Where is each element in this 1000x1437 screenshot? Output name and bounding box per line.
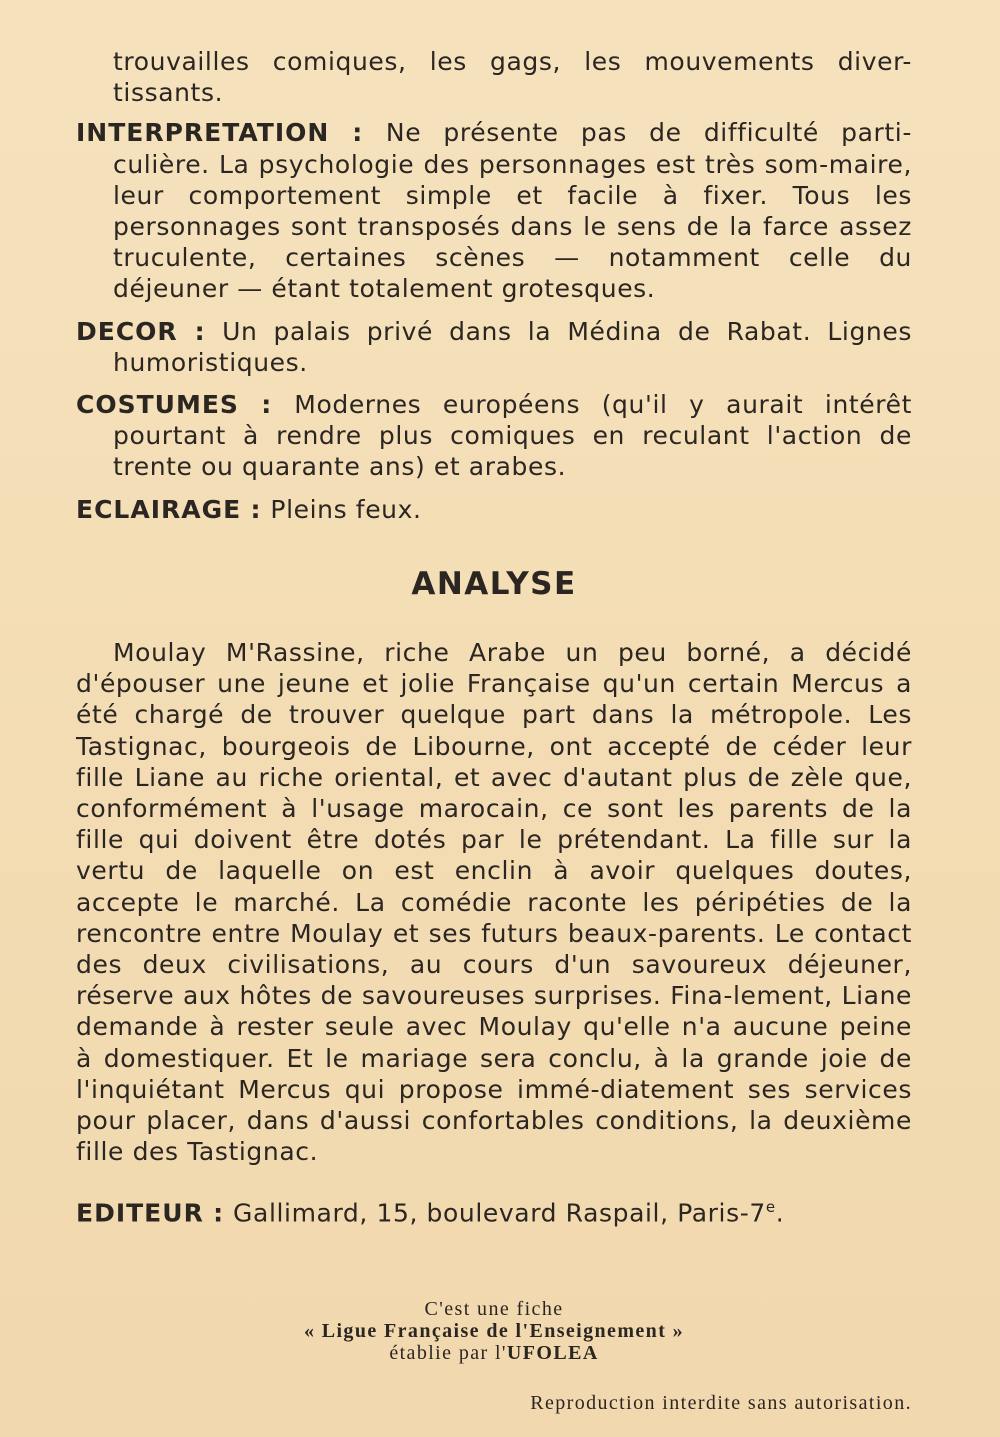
editor-text: Gallimard, 15, boulevard Raspail, Paris-7 bbox=[233, 1197, 766, 1227]
section-editeur bbox=[76, 1192, 912, 1229]
section-label: INTERPRETATION bbox=[76, 118, 330, 148]
section-text: Un palais privé dans la Médina de Rabat. Lignes humoristiques. bbox=[113, 316, 912, 377]
editor-separator: : bbox=[203, 1197, 234, 1227]
footer bbox=[76, 1298, 912, 1414]
intro-paragraph bbox=[76, 46, 912, 108]
analysis-paragraph bbox=[76, 637, 912, 1167]
section-separator: : bbox=[329, 118, 386, 148]
section-text: Ne présente pas de difficulté parti-culière. La psychologie des personnages est très som-maire, leur comportement simple et facile à fixer. Tous les personnages sont transposés dans le sens de la farce assez truculente, certaines scènes — notamment celle du déjeuner — étant totalement grotesques. bbox=[113, 118, 912, 304]
section-decor bbox=[76, 316, 912, 378]
footer-line-2: « Ligue Française de l'Enseignement » bbox=[303, 1320, 685, 1343]
section-eclairage bbox=[76, 494, 912, 525]
editor-label: EDITEUR bbox=[76, 1197, 204, 1227]
editor-superscript: e bbox=[765, 1197, 776, 1216]
section-text: Modernes européens (qu'il y aurait intérêt pourtant à rendre plus comiques en reculant l'action de trente ou quarante ans) et arabes. bbox=[113, 390, 912, 482]
section-costumes bbox=[76, 389, 912, 483]
reproduction-notice: Reproduction interdite sans autorisation. bbox=[530, 1392, 912, 1415]
section-separator: : bbox=[177, 316, 223, 346]
intro-text: trouvailles comiques, les gags, les mouvements diver-tissants. bbox=[113, 47, 912, 108]
analysis-text: Moulay M'Rassine, riche Arabe un peu borné, a décidé d'épouser une jeune et jolie Française qu'un certain Mercus a été chargé de trouver quelque part dans la métropole. Les Tastignac, bourgeois de Libourne, ont accepté de céder leur fille Liane au riche oriental, et avec d'autant plus de zèle que, conformément à l'usage marocain, ce sont les parents de la fille qui doivent être dotés par le prétendant. La fille sur la vertu de laquelle on est enclin à avoir quelques doutes, accepte le marché. La comédie raconte les péripéties de la rencontre entre Moulay et ses futurs beaux-parents. Le contact des deux civilisations, au cours d'un savoureux déjeuner, réserve aux hôtes de savoureuses surprises. Fina-lement, Liane demande à rester seule avec Moulay qu'elle n'a aucune peine à domestiquer. Et le mariage sera conclu, à la grande joie de l'inquiétant Mercus qui propose immé-diatement ses services pour placer, dans d'aussi confortables conditions, la deuxième fille des Tastignac. bbox=[76, 638, 912, 1167]
footer-line-3 bbox=[76, 1342, 912, 1364]
section-text: Pleins feux. bbox=[270, 494, 422, 524]
editor-end: . bbox=[775, 1197, 785, 1227]
section-label: DECOR bbox=[76, 316, 178, 346]
section-separator: : bbox=[241, 494, 271, 524]
analysis-heading: ANALYSE bbox=[411, 565, 577, 602]
section-label: COSTUMES bbox=[76, 390, 239, 420]
footer-org-name: UFOLEA bbox=[506, 1342, 599, 1365]
section-separator: : bbox=[238, 390, 295, 420]
footer-line-1: C'est une fiche bbox=[424, 1298, 564, 1321]
section-interpretation bbox=[76, 117, 912, 304]
footer-line-3-prefix: établie par l' bbox=[389, 1342, 507, 1365]
section-label: ECLAIRAGE bbox=[76, 494, 242, 524]
